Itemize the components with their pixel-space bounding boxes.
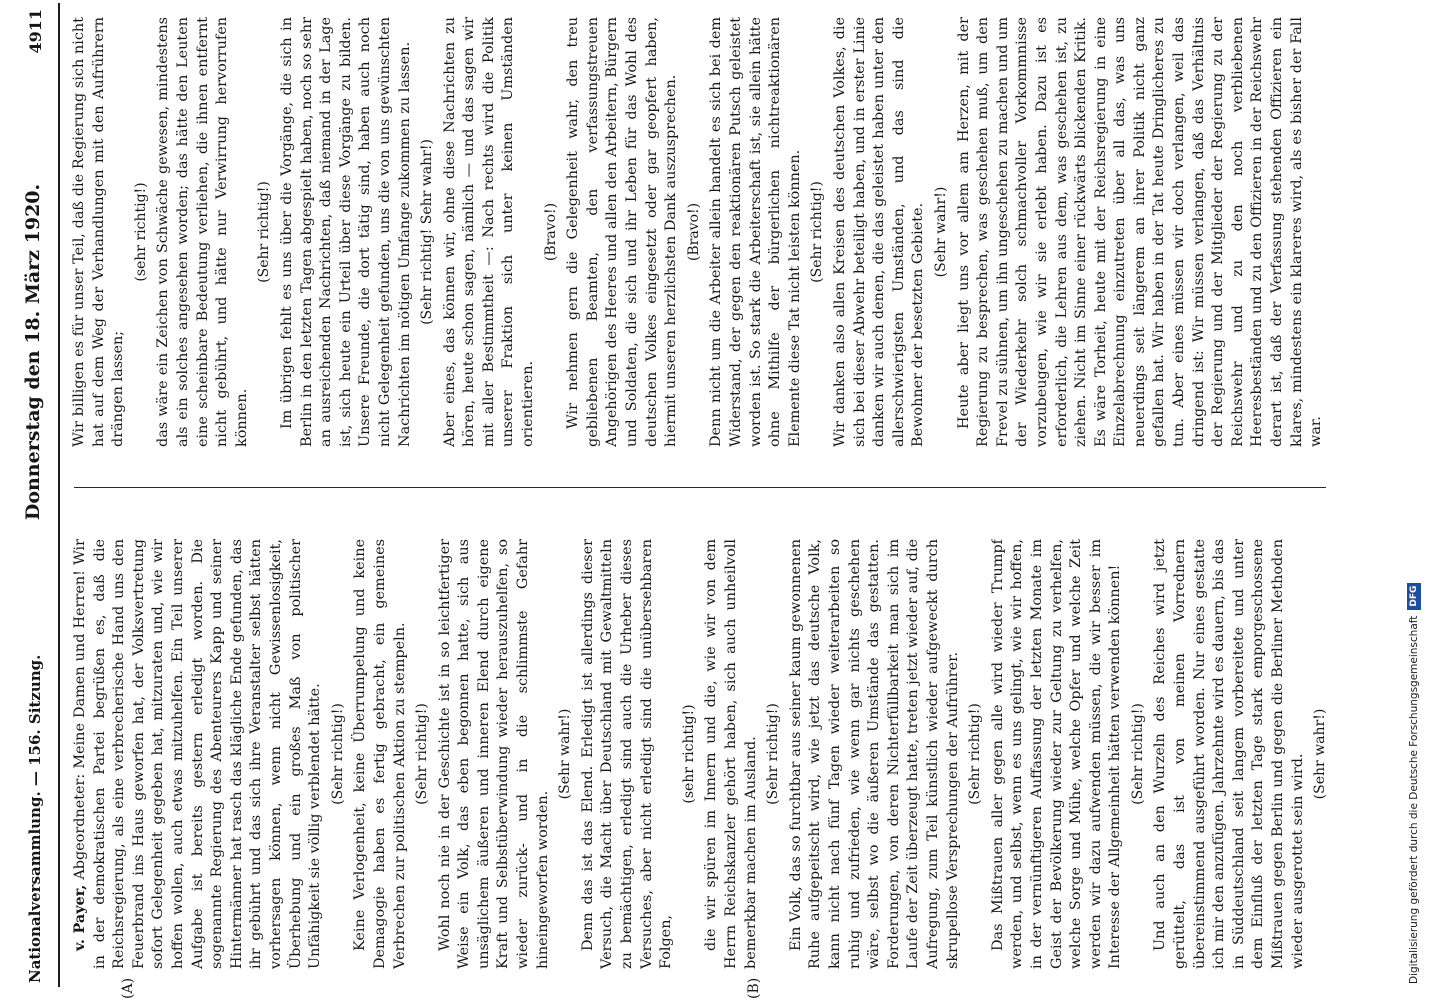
speech-paragraph [702,539,761,969]
speaker-name: v. Payer, [71,884,88,951]
interjection-text: (Sehr richtig!) [256,181,273,283]
paragraph-text: Und auch an den Wurzeln des Reiches wird jetzt gerüttelt, das ist von meinen Vorrednern übereinstimmend ausgeführt worden. Nur eines gestatte ich mir den anzufügen. Jahrzehnte wird es dauern, bis das in Süddeutschland seit langem vorbereitete und unter dem Einfluß der letzten Tage stark emporgeschossene Mißtrauen gegen Berlin und gegen die Berliner Methoden wieder ausgerottet sein wird. [1152,539,1306,969]
digitization-text: Digitalisierung gefördert durch die Deutsche Forschungsgemeinschaft [1408,615,1420,984]
paragraph-text: Wir billigen es für unser Teil, daß die Regierung sich nicht hat auf dem Weg der Verhandlungen mit den Aufrührern drängen lassen; [71,17,127,447]
speech-paragraph [1151,539,1308,969]
interjection [329,539,349,969]
speech-paragraph [564,17,682,447]
paragraph-text: Wir nehmen gern die Gelegenheit wahr, den treu gebliebenen Beamten, den verfassungstreuen Angehörigen des Heeres und allen den Arbeitern, Bürgern und Soldaten, die sich und ihr Leben für das Wohl des deutschen Volkes eingesetzt oder gar geopfert haben, hiermit unseren herzlichsten Dank auszusprechen. [565,17,680,447]
interjection-text: (Sehr wahr!) [932,186,949,278]
paragraph-text: Keine Verlogenheit, keine Überrumpelung und keine Demagogie haben es fertig gebracht, ein gemeines Verbrechen zur politischen Aktion zu stempeln. [352,539,408,969]
interjection-text: (Sehr richtig!) [1129,703,1146,805]
interjection [932,17,952,447]
paragraph-text: Ein Volk, das so furchtbar aus seiner kaum gewonnenen Ruhe aufgepeitscht wird, wie jetzt das deutsche Volk, kann nicht nach fünf Tagen wieder weiterarbeiten so ruhig und zufrieden, wie wenn gar nichts geschehen wäre, selbst wo die äußeren Umstände das gestatten. Forderungen, von deren Nichterfüllbarkeit man sich im Laufe der Zeit überzeugt hatte, treten jetzt wieder auf, die Aufregung, zum Teil künstlich wieder aufgeweckt durch skrupellose Versprechungen der Aufrührer. [787,539,961,969]
interjection-text: (Sehr richtig!) [329,703,346,805]
interjection-text: (sehr richtig!) [680,704,697,804]
paragraph-text: Wir danken also allen Kreisen des deutschen Volkes, die sich bei dieser Abwehr beteiligt haben, und in erster Linie danken wir auch denen, die das geleistet haben unter den allerschwierigsten Umständen, und das sind die Bewohner der besetzten Gebiete. [831,17,927,447]
margin-marker-a: (A) [120,977,136,999]
paragraph-text: Im übrigen fehlt es uns über die Vorgänge, die sich in Berlin in den letzten Tagen abgespielt haben, noch so sehr an ausreichenden Nachrichten, daß niemand in der Lage ist, sich heute ein Urteil über diese Vorgänge zu bilden. Unsere Freunde, die dort tätig sind, haben auch noch nicht Gelegenheit gefunden, uns die von uns gewünschten Nachrichten im nötigen Umfange zukommen zu lassen. [278,17,413,447]
interjection-text: (Bravo!) [685,202,702,262]
paragraph-text: Denn nicht um die Arbeiter allein handelt es sich bei dem Widerstand, der gegen den reaktionären Putsch geleistet worden ist. So stark die Arbeiterschaft ist, sie allein hätte ohne Mithilfe der bürgerlichen nichtreaktionären Elemente diese Tat nicht leisten können. [708,17,803,447]
interjection-text: (Sehr richtig!) [809,181,826,283]
header-date: Donnerstag den 18. März 1920. [22,183,44,521]
left-column [70,539,1332,969]
digitization-note [1402,0,1426,984]
interjection [685,17,705,447]
paragraph-text: das wäre ein Zeichen von Schwäche gewesen, mindestens als ein solches angesehen worden; das hätte den Leuten eine scheinbare Bedeutung verliehen, die ihnen entfernt nicht gebührt, und hätte nur Verwirrung hervorrufen können. [155,17,250,447]
paragraph-text: Heute aber liegt uns vor allem am Herzen, mit der Regierung zu besprechen, was geschehen muß, um den Frevel zu sühnen, um ihn ungeschehen zu machen und um der Wiederkehr solch schmachvoller Vorkommnisse vorzubeugen, wie wir sie erlebt haben. Dazu ist es erforderlich, die Lehren aus dem, was geschehen ist, zu ziehen. Nicht im Sinne einer rückwärts blickenden Kritik. Es wäre Torheit, heute mit der Reichsregierung in eine Einzelabrechnung einzutreten über all das, was uns neuerdings seit längerem an ihrer Politik nicht ganz gefallen hat. Wir haben in der Tat heute Dringlicheres zu tun. Aber eines müssen wir doch verlangen, weil das dringend ist: Wir müssen verlangen, daß das Verhältnis der Regierung und der Mitglieder der Regierung zu der Reichswehr und zu den noch verbliebenen Heeresbeständen und zu den Offizieren in der Reichswehr derart ist, daß der Verfassung stehenden Offizieren ein klares, mindestens ein klareres wird, als es bisher der Fall war. [955,17,1325,447]
interjection-text: (Sehr wahr!) [1312,708,1329,800]
interjection-text [1331,181,1332,283]
margin-marker-b: (B) [746,977,762,999]
paragraph-text: Aber eines, das können wir, ohne diese Nachrichten zu hören, heute schon sagen, nämlich — und das sagen wir mit aller Bestimmtheit —: Nach rechts wird die Politik unserer Fraktion sich unter keinen Umständen orientieren. [441,17,537,447]
interjection [413,539,433,969]
interjection [680,539,700,969]
speech-paragraph [955,17,1327,447]
speech-paragraph [278,17,415,447]
interjection-text: (sehr richtig!) [132,182,149,282]
paragraph-text: die wir spüren im Innern und die, wie wir von dem Herrn Reichskanzler gehört haben, sich auch unheilvoll bemerkbar machen im Ausland. [703,539,759,969]
paragraph-text: Das Mißtrauen aller gegen alle wird wieder Trumpf werden, und selbst, wenn es uns gelingt, wie wir hoffen, in der vernünftigeren Auffassung der letzten Monate im Geist der Bevölkerung wieder zur Geltung zu verhelfen, welche Sorge und Mühe, welche Opfer und welche Zeit werden wir dazu aufwenden müssen, die wir besser im Interesse der Allgemeinheit hätten verwenden können! [989,539,1124,969]
speech-paragraph [989,539,1126,969]
interjection-text: (Sehr richtig! Sehr wahr!) [419,139,436,325]
interjection-text: (Sehr richtig!) [765,703,782,805]
speech-paragraph [579,539,677,969]
interjection [808,17,828,447]
speech-paragraph [831,17,929,447]
column-divider [74,487,1326,488]
interjection-text: (Sehr wahr!) [557,708,574,800]
interjection [255,17,275,447]
interjection-text: (Sehr richtig!) [967,703,984,805]
interjection [556,539,576,969]
interjection [1129,539,1149,969]
interjection [542,17,562,447]
interjection [132,17,152,447]
paragraph-text: Abgeordneter: Meine Damen und Herren! Wir in der demokratischen Partei begrüßen es, daß die Reichsregierung, als eine verbrecherische Hand uns den Feuerbrand ins Haus geworfen hat, der Volksvertretung sofort Gelegenheit gegeben hat, mitzuraten und, wie wir hoffen wollen, auch etwas mitzuhelfen. Ein Teil unserer Aufgabe ist bereits gestern erledigt worden. Die sogenannte Regierung des Abenteurers Kapp und seiner Hintermänner hat rasch das klägliche Ende gefunden, das ihr gebührt und das sich ihre Veranstalter selbst hätten vorhersagen können, wenn nicht Gewissenlosigkeit, Überhebung und ein großes Maß von politischer Unfähigkeit sie völlig verblendet hätte. [72,539,324,969]
speech-paragraph [436,539,554,969]
running-header [8,3,60,987]
interjection [1330,17,1332,447]
speech-paragraph [70,17,129,447]
speech-paragraph [70,539,326,969]
speech-paragraph [441,17,539,447]
header-title: Nationalversammlung. — 156. Sitzung. [26,654,44,983]
speech-paragraph [707,17,805,447]
interjection [966,539,986,969]
dfg-logo: DFG [1407,583,1421,610]
paragraph-text: Denn das ist das Elend. Erledigt ist allerdings dieser Versuch, die Macht über Deutschland mit Gewaltmitteln zu bemächtigen, erledigt sind auch die Urheber dieses Versuches, aber nicht erledigt sind die unübersehbaren Folgen, [579,539,675,969]
paragraph-text: Wohl noch nie in der Geschichte ist in so leichtfertiger Weise ein Volk, das eben begonnen hatte, sich aus unsäglichem äußeren und inneren Elend durch eigene Kraft und Selbstüberwindung wieder herauszuhelfen, so wieder zurück- und in die schlimmste Gefahr hineingeworfen worden. [436,539,551,969]
right-column [70,17,1332,447]
speech-paragraph [351,539,410,969]
page-number: 4911 [26,9,45,54]
interjection-text: (Sehr richtig!) [414,703,431,805]
speech-paragraph [787,539,963,969]
rotated-page-content [8,3,1358,999]
interjection [418,17,438,447]
interjection-text: (Bravo!) [542,202,559,262]
interjection [764,539,784,969]
speech-paragraph [154,17,252,447]
interjection [1311,539,1331,969]
